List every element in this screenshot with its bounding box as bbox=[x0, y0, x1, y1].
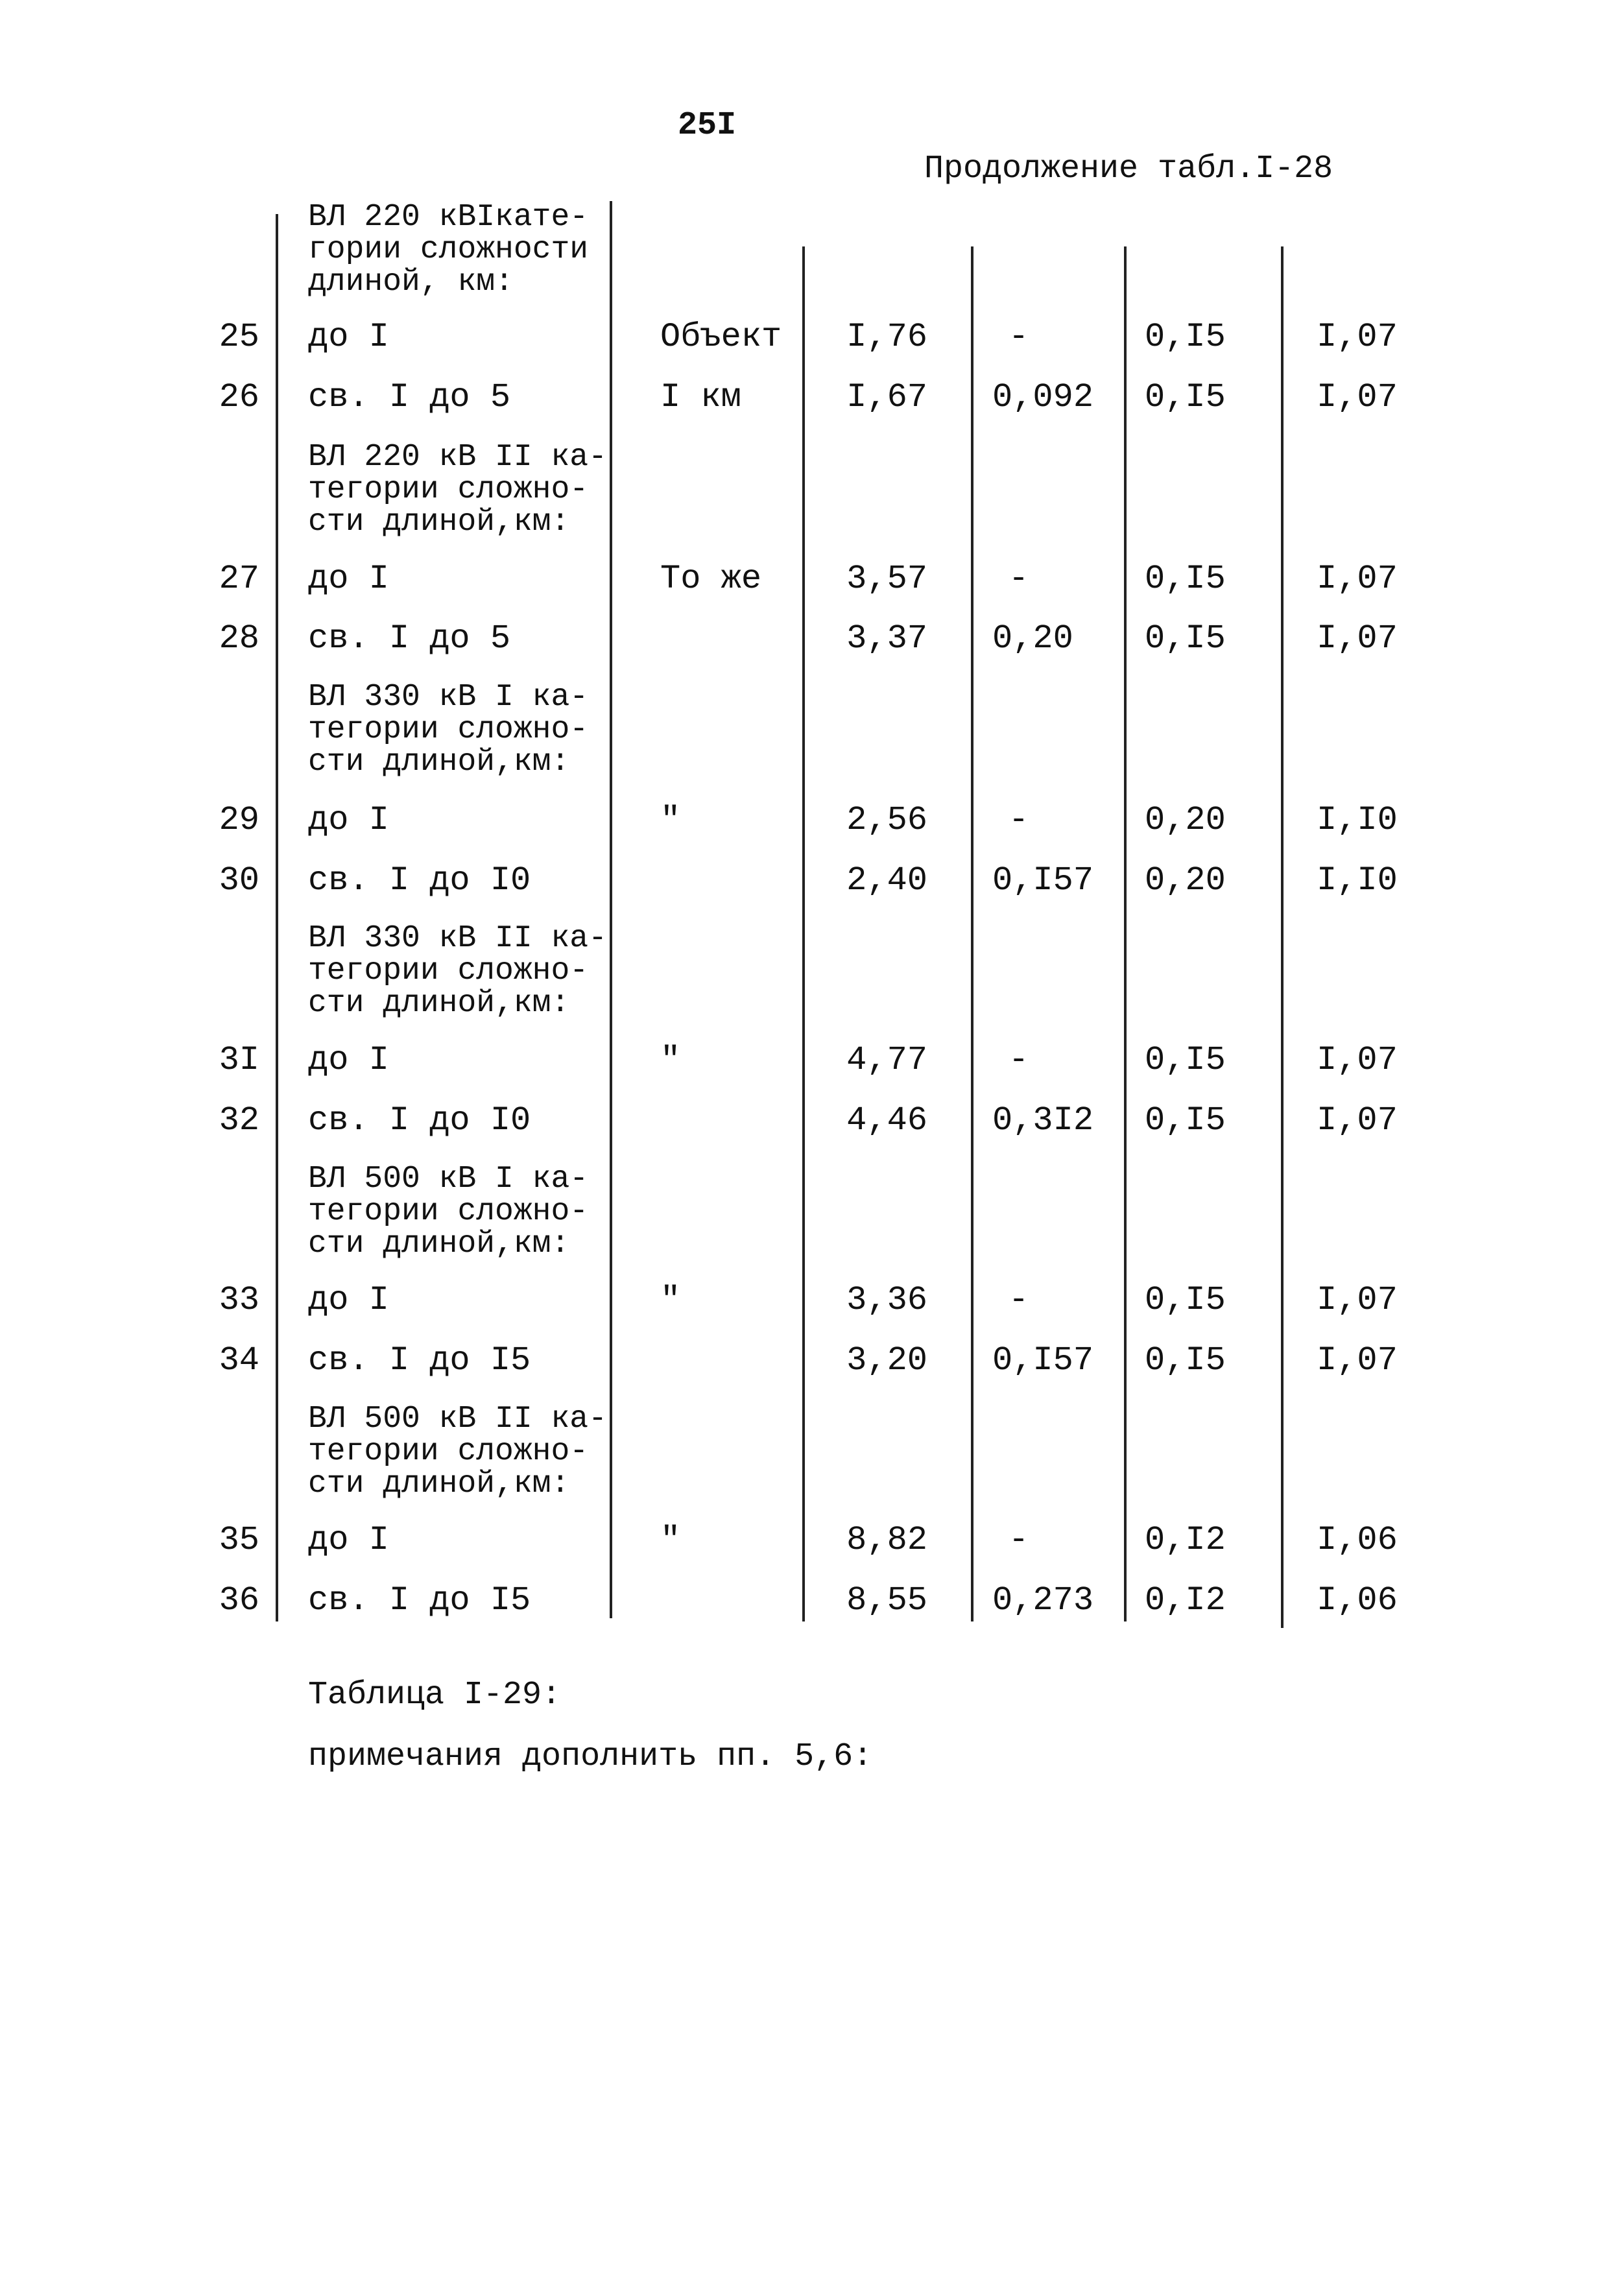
row-value: 0,I5 bbox=[1145, 1341, 1226, 1380]
row-value: - bbox=[1009, 560, 1029, 598]
column-divider bbox=[276, 214, 278, 1621]
row-unit: Объект bbox=[660, 318, 782, 356]
row-value: 0,I5 bbox=[1145, 619, 1226, 658]
row-value: 0,I5 bbox=[1145, 1041, 1226, 1079]
row-description: св. I до I0 bbox=[308, 1101, 531, 1140]
row-value: 0,I5 bbox=[1145, 318, 1226, 356]
table-caption: Таблица I-29: bbox=[308, 1677, 562, 1714]
row-description: до I bbox=[308, 1521, 389, 1559]
row-value: - bbox=[1009, 801, 1029, 839]
row-value: 0,I57 bbox=[992, 861, 1094, 900]
row-number: 25 bbox=[219, 318, 259, 356]
row-unit: " bbox=[660, 801, 681, 839]
row-value: 2,40 bbox=[846, 861, 927, 900]
row-value: 0,092 bbox=[992, 378, 1094, 416]
continuation-label: Продолжение табл.I-28 bbox=[924, 150, 1333, 187]
row-number: 36 bbox=[219, 1581, 259, 1620]
row-description: до I bbox=[308, 318, 389, 356]
row-unit: То же bbox=[660, 560, 762, 598]
row-number: 34 bbox=[219, 1341, 259, 1380]
row-value: 3,36 bbox=[846, 1281, 927, 1319]
row-number: 29 bbox=[219, 801, 259, 839]
row-value: 2,56 bbox=[846, 801, 927, 839]
row-value: 0,20 bbox=[992, 619, 1073, 658]
row-value: 8,55 bbox=[846, 1581, 927, 1620]
row-value: 0,I2 bbox=[1145, 1521, 1226, 1559]
row-value: 0,I2 bbox=[1145, 1581, 1226, 1620]
row-number: 35 bbox=[219, 1521, 259, 1559]
row-value: I,07 bbox=[1317, 318, 1398, 356]
row-unit: " bbox=[660, 1521, 681, 1559]
column-divider bbox=[971, 246, 973, 1621]
row-value: I,I0 bbox=[1317, 861, 1398, 900]
row-value: I,07 bbox=[1317, 378, 1398, 416]
column-divider bbox=[1281, 246, 1284, 1628]
table-note: примечания дополнить пп. 5,6: bbox=[308, 1738, 873, 1775]
row-number: 33 bbox=[219, 1281, 259, 1319]
row-value: - bbox=[1009, 1521, 1029, 1559]
row-number: 27 bbox=[219, 560, 259, 598]
row-value: I,07 bbox=[1317, 1281, 1398, 1319]
row-value: I,06 bbox=[1317, 1521, 1398, 1559]
row-description: св. I до I5 bbox=[308, 1581, 531, 1620]
row-description: св. I до I0 bbox=[308, 861, 531, 900]
row-value: I,67 bbox=[846, 378, 927, 416]
row-value: 0,I5 bbox=[1145, 560, 1226, 598]
row-value: I,07 bbox=[1317, 619, 1398, 658]
row-unit: I км bbox=[660, 378, 741, 416]
row-value: I,I0 bbox=[1317, 801, 1398, 839]
group-heading: ВЛ 500 кВ II ка- тегории сложно- сти длиной,км: bbox=[308, 1402, 607, 1501]
row-value: 0,I5 bbox=[1145, 378, 1226, 416]
group-heading: ВЛ 330 кВ II ка- тегории сложно- сти длиной,км: bbox=[308, 921, 607, 1021]
row-number: 28 bbox=[219, 619, 259, 658]
row-description: до I bbox=[308, 1041, 389, 1079]
row-value: 0,3I2 bbox=[992, 1101, 1094, 1140]
row-number: 32 bbox=[219, 1101, 259, 1140]
row-value: 0,20 bbox=[1145, 861, 1226, 900]
row-value: 4,46 bbox=[846, 1101, 927, 1140]
row-value: - bbox=[1009, 1041, 1029, 1079]
row-value: 4,77 bbox=[846, 1041, 927, 1079]
row-unit: " bbox=[660, 1281, 681, 1319]
row-value: 8,82 bbox=[846, 1521, 927, 1559]
row-value: I,06 bbox=[1317, 1581, 1398, 1620]
row-unit: " bbox=[660, 1041, 681, 1079]
row-value: I,07 bbox=[1317, 1041, 1398, 1079]
row-number: 30 bbox=[219, 861, 259, 900]
row-value: 0,20 bbox=[1145, 801, 1226, 839]
column-divider bbox=[802, 246, 805, 1621]
row-value: 0,I5 bbox=[1145, 1281, 1226, 1319]
row-description: до I bbox=[308, 1281, 389, 1319]
page-number: 25I bbox=[678, 107, 737, 144]
column-divider bbox=[1124, 246, 1127, 1621]
row-value: I,07 bbox=[1317, 560, 1398, 598]
row-description: св. I до 5 bbox=[308, 378, 511, 416]
row-value: I,07 bbox=[1317, 1341, 1398, 1380]
row-value: - bbox=[1009, 1281, 1029, 1319]
row-value: - bbox=[1009, 318, 1029, 356]
row-number: 26 bbox=[219, 378, 259, 416]
row-value: 3,37 bbox=[846, 619, 927, 658]
group-heading: ВЛ 500 кВ I ка- тегории сложно- сти длиной,км: bbox=[308, 1162, 589, 1262]
row-value: I,07 bbox=[1317, 1101, 1398, 1140]
row-description: до I bbox=[308, 801, 389, 839]
row-value: 3,57 bbox=[846, 560, 927, 598]
row-value: 0,273 bbox=[992, 1581, 1094, 1620]
row-value: 0,I57 bbox=[992, 1341, 1094, 1380]
row-description: св. I до I5 bbox=[308, 1341, 531, 1380]
row-number: 3I bbox=[219, 1041, 259, 1079]
column-divider bbox=[610, 201, 612, 1618]
group-heading: ВЛ 220 кВIкате- гории сложности длиной, км: bbox=[308, 200, 589, 300]
row-value: I,76 bbox=[846, 318, 927, 356]
group-heading: ВЛ 330 кВ I ка- тегории сложно- сти длиной,км: bbox=[308, 680, 589, 780]
group-heading: ВЛ 220 кВ II ка- тегории сложно- сти длиной,км: bbox=[308, 440, 607, 540]
row-description: до I bbox=[308, 560, 389, 598]
row-value: 3,20 bbox=[846, 1341, 927, 1380]
row-value: 0,I5 bbox=[1145, 1101, 1226, 1140]
row-description: св. I до 5 bbox=[308, 619, 511, 658]
